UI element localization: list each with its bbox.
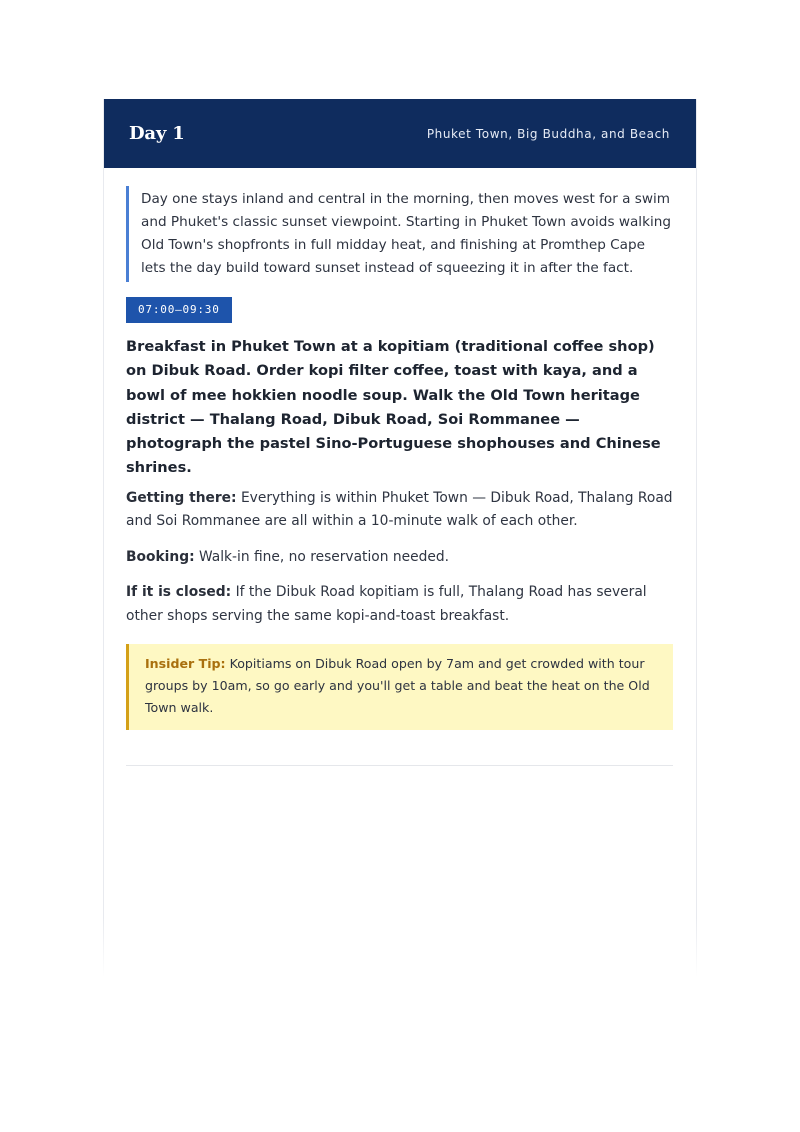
closed-label: If it is closed:	[126, 584, 232, 601]
getting-there-text: Everything is within Phuket Town — Dibuk Road, Thalang Road and Soi Rommanee are all within a 10-minute walk of each other.	[126, 489, 673, 530]
day-header	[104, 99, 696, 168]
insider-tip-label: Insider Tip:	[145, 656, 226, 672]
closed-alternative	[126, 581, 673, 628]
section-divider	[126, 765, 673, 766]
day-card	[103, 99, 697, 977]
day-subtitle: Phuket Town, Big Buddha, and Beach	[426, 126, 670, 141]
booking-text: Walk-in fine, no reservation needed.	[198, 548, 449, 565]
getting-there	[126, 487, 673, 534]
getting-there-label: Getting there:	[126, 489, 237, 506]
day-title: Day 1	[129, 123, 185, 144]
time-badge: 07:00–09:30	[126, 297, 232, 323]
booking-label: Booking:	[126, 548, 195, 565]
day-intro: Day one stays inland and central in the morning, then moves west for a swim and Phuket's classic sunset viewpoint. Starting in Phuket Town avoids walking Old Town's shopfronts in full midday heat, and finishing at Promthep Cape lets the day build toward sunset instead of squeezing it in after the fact.	[126, 186, 673, 282]
insider-tip	[126, 644, 673, 730]
card-fade	[103, 917, 697, 977]
booking-info	[126, 546, 673, 570]
insider-tip-text: Kopitiams on Dibuk Road open by 7am and get crowded with tour groups by 10am, so go early and you'll get a table and beat the heat on the Old Town walk.	[145, 656, 650, 716]
closed-text: If the Dibuk Road kopitiam is full, Thalang Road has several other shops serving the same kopi-and-toast breakfast.	[126, 584, 647, 624]
day-body	[104, 168, 696, 766]
activity-description: Breakfast in Phuket Town at a kopitiam (traditional coffee shop) on Dibuk Road. Order kopi filter coffee, toast with kaya, and a bowl of mee hokkien noodle soup. Walk the Old Town heritage district — Thalang Road, Dibuk Road, Soi Rommanee — photograph the pastel Sino-Portuguese shophouses and Chinese shrines.	[126, 338, 661, 477]
